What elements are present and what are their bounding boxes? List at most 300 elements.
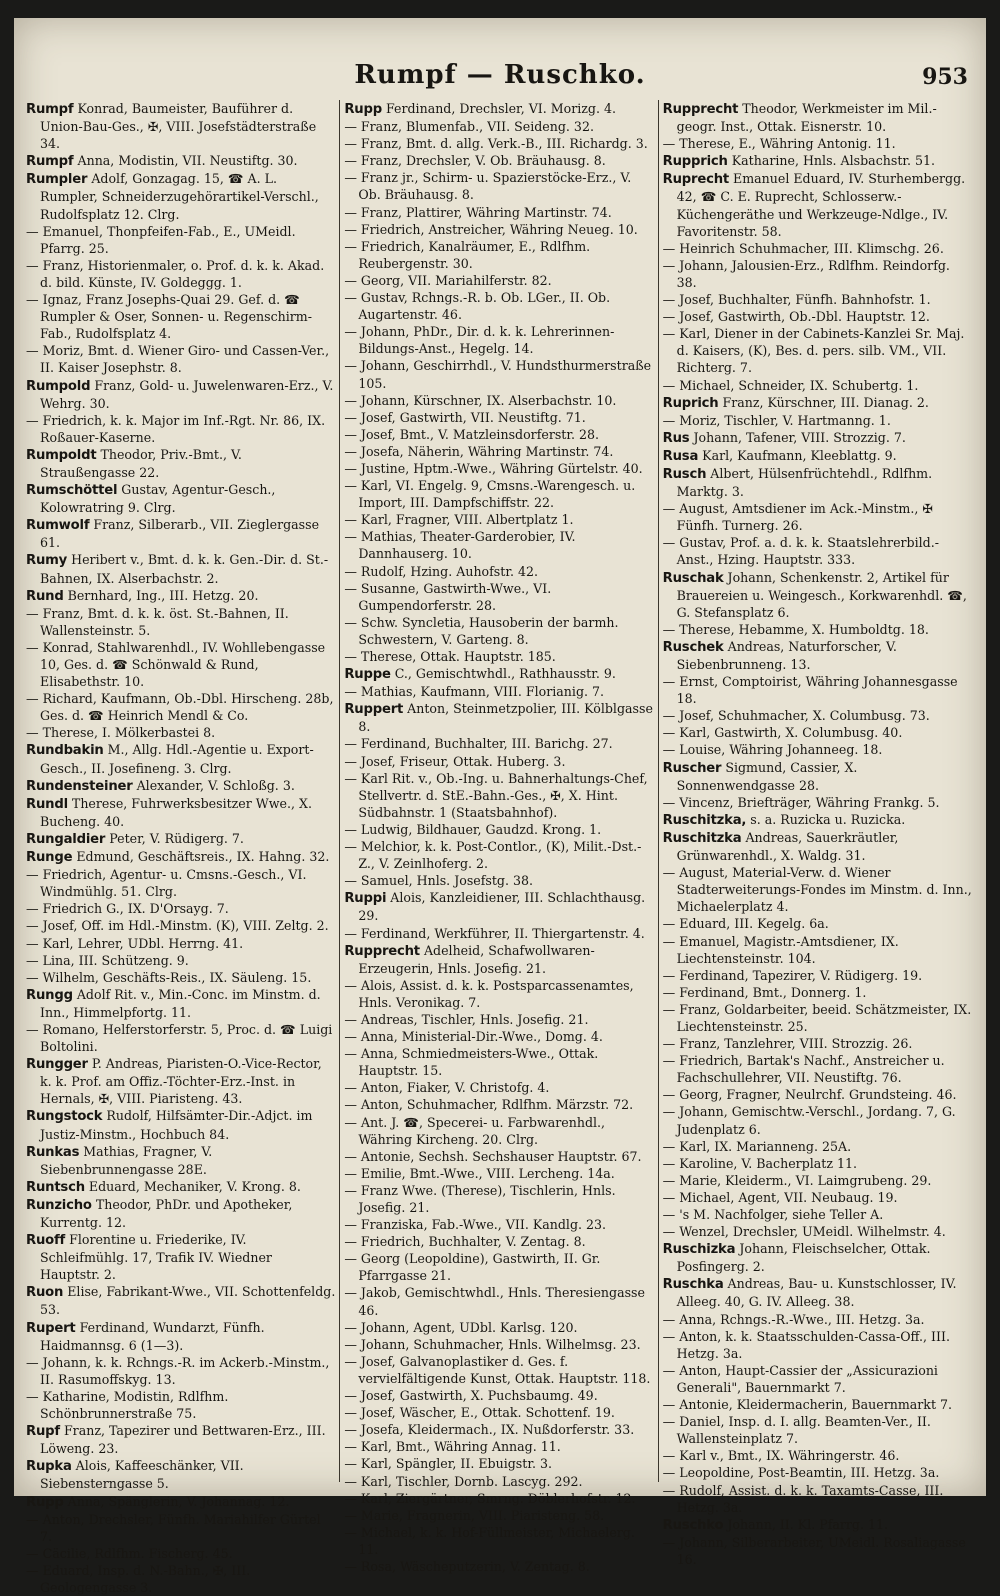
- entry-text: — Therese, Ottak. Hauptstr. 185.: [344, 649, 556, 664]
- directory-entry: [26, 848, 335, 866]
- directory-entry: [663, 1275, 972, 1310]
- entry-text: Therese, Fuhrwerksbesitzer Wwe., X. Bucheng. 40.: [40, 795, 312, 829]
- directory-entry: [663, 1172, 972, 1189]
- entry-surname: Rumpold: [26, 378, 91, 394]
- entry-text: — Ferdinand, Tapezirer, V. Rüdigerg. 19.: [662, 967, 923, 983]
- directory-entry: [663, 308, 972, 325]
- entry-text: Adolf, Gonzagag. 15, ☎ A. L. Rumpler, Schneiderzugehörartikel-Verschl., Rudolfsplatz 12. Clrg.: [40, 171, 319, 222]
- directory-entry: [26, 639, 335, 690]
- entry-text: Adelheid, Schafwollwaren-Erzeugerin, Hnls. Josefig. 21.: [358, 942, 595, 976]
- entry-text: — Therese, E., Währing Antonig. 11.: [662, 136, 896, 152]
- entry-text: — Friedrich, Kanalräumer, E., Rdlfhm. Reubergenstr. 30.: [344, 238, 591, 271]
- entry-surname: Ruoff: [26, 1233, 66, 1249]
- entry-text: — Justine, Hptm.-Wwe., Währing Gürtelstr. 40.: [344, 460, 643, 476]
- entry-surname: Runge: [26, 850, 73, 866]
- directory-entry: [663, 429, 972, 447]
- directory-entry: [26, 551, 335, 586]
- directory-entry: [344, 925, 653, 942]
- entry-text: Katharine, Hnls. Alsbachstr. 51.: [731, 153, 936, 169]
- entry-text: — Therese, I. Mölkerbastei 8.: [26, 725, 216, 741]
- directory-entry: [663, 325, 972, 376]
- entry-text: — Emanuel, Magistr.-Amtsdiener, IX. Liechtensteinstr. 104.: [662, 933, 899, 966]
- entry-text: — Ferdinand, Werkführer, II. Thiergartenstr. 4.: [344, 925, 645, 941]
- entry-surname: Ruschka: [662, 1277, 724, 1293]
- directory-entry: [663, 759, 972, 794]
- entry-text: Elise, Fabrikant-Wwe., VII. Schottenfeldg. 53.: [40, 1284, 336, 1318]
- entry-text: — Josef, Schuhmacher, X. Columbusg. 73.: [662, 708, 930, 724]
- directory-entry: [663, 707, 972, 724]
- entry-text: — Louise, Währing Johanneeg. 18.: [662, 742, 883, 758]
- entry-text: — Josef, Buchhalter, Fünfh. Bahnhofstr. 1.: [662, 292, 931, 308]
- entry-text: — Johann, Agent, UDbl. Karlsg. 120.: [344, 1319, 578, 1335]
- directory-entry: [663, 447, 972, 465]
- directory-entry: [344, 511, 653, 528]
- entry-text: Alois, Kaffeeschänker, VII. Siebensterngasse 5.: [40, 1458, 244, 1492]
- entry-text: — Marie, Fragnerin, VIII. Piaristeng. 58.: [344, 1507, 605, 1523]
- directory-entry: [344, 409, 653, 426]
- entry-text: — Georg, Fragner, Neulrchf. Grundsteing. 46.: [662, 1087, 957, 1103]
- entry-text: Andreas, Bau- u. Kunstschlosser, IV. Alleeg. 40, G. IV. Alleeg. 38.: [676, 1276, 957, 1310]
- entry-surname: Rupp: [344, 102, 382, 117]
- directory-entry: [26, 1107, 335, 1142]
- entry-text: — Richard, Kaufmann, Ob.-Dbl. Hirscheng. 28b, Ges. d. ☎ Heinrich Mendl & Co.: [26, 691, 334, 724]
- directory-entry: [344, 1490, 653, 1507]
- directory-entry: [344, 1216, 653, 1233]
- directory-entry: [26, 1196, 335, 1231]
- directory-entry: [663, 1052, 972, 1086]
- entry-text: Bernhard, Ing., III. Hetzg. 20.: [67, 587, 259, 603]
- page-header: [14, 58, 986, 98]
- entry-surname: Ruschak: [662, 570, 724, 586]
- entry-text: — Michael, Schneider, IX. Schubertg. 1.: [662, 377, 919, 393]
- directory-entry: [344, 1319, 653, 1336]
- directory-entry: [26, 257, 335, 291]
- directory-entry: [26, 1457, 335, 1492]
- entry-surname: Ruprecht: [662, 172, 729, 188]
- entry-text: — Cäcilie, Rdlfhm. Fischerg. 45.: [26, 1545, 233, 1561]
- entry-text: — Franz, Blumenfab., VII. Seideng. 32.: [344, 119, 594, 135]
- directory-entry: [663, 1464, 972, 1481]
- entry-text: — Jakob, Gemischtwhdl., Hnls. Theresiengasse 46.: [344, 1285, 645, 1318]
- entry-surname: Rupprecht: [662, 102, 739, 117]
- entry-text: — Josef, Friseur, Ottak. Huberg. 3.: [344, 753, 566, 769]
- entry-text: — Ferdinand, Buchhalter, III. Barichg. 27.: [344, 736, 613, 752]
- directory-entry: [26, 100, 335, 152]
- entry-text: — Johann, k. k. Rchngs.-R. im Ackerb.-Minstm., II. Rasumoffskyg. 13.: [26, 1354, 330, 1387]
- entry-text: — Mathias, Kaufmann, VIII. Florianig. 7.: [344, 684, 605, 700]
- entry-surname: Rupert: [26, 1320, 76, 1336]
- entry-text: — Antonie, Sechsh. Sechshauser Hauptstr. 67.: [344, 1148, 642, 1164]
- directory-entry: [26, 741, 335, 776]
- entry-text: — Franz, Drechsler, V. Ob. Bräuhausg. 8.: [344, 153, 606, 169]
- directory-entry: [344, 1353, 653, 1387]
- directory-entry: [344, 1011, 653, 1028]
- directory-entry: [344, 735, 653, 752]
- directory-entry: [26, 377, 335, 412]
- directory-entry: [663, 794, 972, 811]
- entry-text: Franz, Kürschner, III. Dianag. 2.: [722, 394, 929, 410]
- entry-text: — Andreas, Tischler, Hnls. Josefig. 21.: [344, 1011, 589, 1027]
- directory-entry: [26, 1388, 335, 1422]
- directory-entry: [26, 1422, 335, 1457]
- directory-entry: [26, 605, 335, 639]
- entry-surname: Rumschöttel: [26, 483, 118, 499]
- directory-entry: [26, 969, 335, 986]
- entry-text: — Friedrich, Agentur- u. Cmsns.-Gesch., VI. Windmühlg. 51. Clrg.: [26, 867, 307, 900]
- directory-entry: [26, 170, 335, 222]
- entry-text: — Karl Rit. v., Ob.-Ing. u. Bahnerhaltungs-Chef, Stellvertr. d. StE.-Bahn.-Ges., ✠, X. Hint. Südbahnstr. 1 (Staatsbahnhof).: [344, 770, 648, 820]
- directory-entry: [26, 587, 335, 605]
- directory-entry: [663, 257, 972, 291]
- entry-surname: Rungaldier: [26, 831, 106, 847]
- entry-text: — Josef, Gastwirth, VII. Neustiftg. 71.: [344, 409, 586, 425]
- directory-entry: [344, 1233, 653, 1250]
- directory-entry: [344, 1404, 653, 1421]
- entry-surname: Rumpf: [26, 102, 74, 117]
- entry-text: M., Allg. Hdl.-Agentie u. Export-Gesch., II. Josefineng. 3. Clrg.: [40, 742, 314, 776]
- entry-text: — Karl, Spängler, II. Ebuigstr. 3.: [344, 1456, 552, 1472]
- entry-text: Heribert v., Bmt. d. k. k. Gen.-Dir. d. St.-Bahnen, IX. Alserbachstr. 2.: [40, 552, 329, 586]
- entry-text: — Anna, Schmiedmeisters-Wwe., Ottak. Hauptstr. 15.: [344, 1046, 599, 1079]
- entry-text: Adolf Rit. v., Min.-Conc. im Minstm. d. Inn., Himmelpfortg. 11.: [40, 986, 321, 1020]
- column-1: [22, 100, 339, 1595]
- entry-text: — Josefa, Näherin, Währing Martinstr. 74.: [344, 443, 614, 459]
- directory-entry: [344, 665, 653, 683]
- directory-entry: [344, 477, 653, 511]
- directory-entry: [663, 1328, 972, 1362]
- directory-entry: [663, 1223, 972, 1240]
- entry-surname: Rund: [26, 588, 64, 604]
- entry-text: s. a. Ruzicka u. Ruzicka.: [750, 811, 906, 827]
- directory-entry: [26, 291, 335, 342]
- directory-entry: [344, 872, 653, 889]
- entry-text: Franz, Silberarb., VII. Zieglergasse 61.: [40, 517, 320, 551]
- directory-entry: [663, 1311, 972, 1328]
- entry-surname: Ruppi: [344, 891, 387, 907]
- entry-text: — Josef, Gastwirth, Ob.-Dbl. Hauptstr. 12.: [662, 309, 930, 325]
- directory-entry: [344, 700, 653, 735]
- entry-text: — Melchior, k. k. Post-Contlor., (K), Milit.-Dst.-Z., V. Zeinlhoferg. 2.: [344, 839, 642, 872]
- directory-entry: [26, 724, 335, 741]
- entry-text: — Georg, VII. Mariahilferstr. 82.: [344, 272, 552, 288]
- entry-text: — Gustav, Rchngs.-R. b. Ob. LGer., II. Ob. Augartenstr. 46.: [344, 290, 611, 323]
- page-title: Rumpf — Ruschko.: [354, 60, 646, 90]
- directory-entry: [344, 580, 653, 614]
- entry-surname: Ruppert: [344, 702, 404, 718]
- directory-entry: [344, 238, 653, 272]
- directory-entry: [344, 392, 653, 409]
- entry-text: — Wenzel, Drechsler, UMeidl. Wilhelmstr. 4.: [662, 1224, 946, 1240]
- directory-entry: [663, 465, 972, 500]
- entry-text: Gustav, Agentur-Gesch., Kolowratring 9. Clrg.: [40, 482, 276, 516]
- entry-text: — Karl, Gastwirth, X. Columbusg. 40.: [662, 725, 903, 741]
- directory-entry: [663, 915, 972, 932]
- directory-entry: [344, 838, 653, 872]
- directory-entry: [344, 1507, 653, 1524]
- directory-entry: [663, 291, 972, 308]
- directory-entry: [26, 1511, 335, 1545]
- directory-entry: [344, 1148, 653, 1165]
- entry-text: — Franz, Bmt. d. k. k. öst. St.-Bahnen, II. Wallensteinstr. 5.: [26, 605, 289, 638]
- directory-entry: [344, 648, 653, 665]
- entry-text: — Johann, Kürschner, IX. Alserbachstr. 10.: [344, 392, 617, 408]
- entry-text: C., Gemischtwhdl., Rathhausstr. 9.: [394, 666, 616, 682]
- directory-entry: [344, 169, 653, 203]
- directory-entry: [26, 223, 335, 257]
- directory-entry: [26, 412, 335, 446]
- directory-entry: [26, 152, 335, 170]
- entry-text: — Johann, Schuhmacher, Hnls. Wilhelmsg. 23.: [344, 1336, 641, 1352]
- entry-surname: Runzicho: [26, 1197, 92, 1213]
- directory-entry: [26, 342, 335, 376]
- entry-surname: Rupf: [26, 1424, 60, 1440]
- entry-surname: Ruon: [26, 1285, 64, 1301]
- entry-text: — Johann, Geschirrhdl., V. Hundsthurmerstraße 105.: [344, 358, 652, 391]
- directory-entry: [344, 272, 653, 289]
- entry-text: — Johann, Jalousien-Erz., Rdlfhm. Reindorfg. 38.: [662, 257, 950, 290]
- directory-entry: [26, 795, 335, 830]
- directory-entry: [663, 412, 972, 429]
- entry-surname: Rupprecht: [344, 943, 420, 959]
- entry-text: — Emanuel, Thonpfeifen-Fab., E., UMeidl. Pfarrg. 25.: [26, 223, 296, 256]
- entry-text: Edmund, Geschäftsreis., IX. Hahng. 32.: [76, 849, 330, 865]
- directory-entry: [26, 516, 335, 551]
- entry-text: — Karoline, V. Bacherplatz 11.: [662, 1155, 858, 1171]
- directory-entry: [26, 1562, 335, 1596]
- directory-entry: [344, 289, 653, 323]
- entry-text: — Karl, VI. Engelg. 9, Cmsns.-Warengesch. u. Import, III. Dampfschiffstr. 22.: [344, 478, 636, 511]
- entry-text: — Ferdinand, Bmt., Donnerg. 1.: [662, 984, 867, 1000]
- entry-text: Anton, Steinmetzpolier, III. Kölblgasse 8.: [358, 701, 653, 735]
- entry-text: — Marie, Kleiderm., VI. Laimgrubeng. 29.: [662, 1172, 932, 1188]
- directory-entry: [663, 724, 972, 741]
- entry-surname: Ruppe: [344, 667, 391, 683]
- entry-text: — Ant. J. ☎, Specerei- u. Farbwarenhdl., Währing Kircheng. 20. Clrg.: [344, 1114, 606, 1147]
- directory-entry: [663, 135, 972, 152]
- entry-text: — Anton, Drechsler, Fünfh. Mariahilfer Gürtel 7.: [26, 1511, 321, 1544]
- directory-entry: [344, 977, 653, 1011]
- entry-text: Johann, Tafener, VIII. Strozzig. 7.: [693, 429, 906, 445]
- directory-entry: [26, 866, 335, 900]
- entry-text: — Karl, Lehrer, UDbl. Herrng. 41.: [26, 935, 244, 951]
- entry-text: — Eduard, Insp. d. N.-Bahn., ✠, III. Geologengasse 3.: [26, 1562, 251, 1595]
- directory-entry: [663, 534, 972, 568]
- directory-entry: [344, 135, 653, 152]
- entry-text: — Lina, III. Schützeng. 9.: [26, 952, 189, 968]
- entry-text: — 's M. Nachfolger, siehe Teller A.: [662, 1207, 884, 1222]
- directory-entry: [344, 1045, 653, 1079]
- entry-text: — Emilie, Bmt.-Wwe., VIII. Lercheng. 14a.: [344, 1165, 615, 1181]
- entry-text: — Karl, Tischler, Dornb. Lascyg. 292.: [344, 1473, 583, 1489]
- directory-entry: [26, 1055, 335, 1107]
- entry-text: — Friedrich, k. k. Major im Inf.-Rgt. Nr. 86, IX. Roßauer-Kaserne.: [26, 412, 326, 445]
- entry-text: — Johann, PhDr., Dir. d. k. k. Lehrerinnen-Bildungs-Anst., Hegelg. 14.: [344, 324, 615, 357]
- directory-entry: [663, 1362, 972, 1396]
- entry-text: P. Andreas, Piaristen-O.-Vice-Rector, k. k. Prof. am Offiz.-Töchter-Erz.-Inst. in Hernals, ✠, VIII. Piaristeng. 43.: [40, 1056, 322, 1107]
- entry-text: Ferdinand, Wundarzt, Fünfh. Haidmannsg. 6 (1—3).: [40, 1319, 265, 1353]
- entry-text: — Gustav, Prof. a. d. k. k. Staatslehrerbild.-Anst., Hzing. Hauptstr. 333.: [662, 535, 939, 568]
- entry-text: — Rudolf, Hzing. Auhofstr. 42.: [344, 563, 538, 579]
- directory-entry: [344, 1096, 653, 1113]
- entry-text: Rudolf, Hilfsämter-Dir.-Adjct. im Justiz-Minstm., Hochbuch 84.: [40, 1108, 313, 1142]
- entry-text: — Johann, Gemischtw.-Verschl., Jordang. 7, G. Judenplatz 6.: [662, 1104, 956, 1137]
- directory-entry: [26, 917, 335, 934]
- entry-text: Andreas, Naturforscher, V. Siebenbrunneng. 13.: [676, 638, 897, 672]
- entry-text: Andreas, Sauerkräutler, Grünwarenhdl., X. Waldg. 31.: [676, 829, 899, 864]
- directory-entry: [663, 638, 972, 673]
- entry-surname: Rusa: [662, 448, 699, 464]
- directory-entry: [344, 770, 653, 821]
- directory-entry: [344, 1079, 653, 1096]
- directory-entry: [344, 443, 653, 460]
- directory-entry: [344, 1114, 653, 1148]
- directory-entry: [663, 170, 972, 239]
- directory-entry: [663, 1086, 972, 1103]
- entry-text: — Franziska, Fab.-Wwe., VII. Kandlg. 23.: [344, 1217, 607, 1233]
- directory-entry: [663, 1413, 972, 1447]
- entry-text: — Samuel, Hnls. Josefstg. 38.: [344, 873, 534, 889]
- entry-text: — Josefa, Kleidermach., IX. Nußdorferstr. 33.: [344, 1422, 635, 1438]
- directory-entry: [663, 1189, 972, 1206]
- column-2: [339, 100, 657, 1574]
- entry-text: — Leopoldine, Post-Beamtin, III. Hetzg. 3a.: [662, 1465, 940, 1481]
- directory-entry: [344, 1165, 653, 1182]
- directory-entry: [26, 481, 335, 516]
- entry-text: — Karl v., Bmt., IX. Währingerstr. 46.: [662, 1448, 900, 1464]
- directory-entry: [663, 1447, 972, 1464]
- directory-entry: [344, 100, 653, 118]
- entry-text: — Heinrich Schuhmacher, III. Klimschg. 26.: [662, 240, 944, 256]
- entry-text: — Franz, Plattirer, Währing Martinstr. 74.: [344, 204, 612, 220]
- entry-text: Anna, Spänglerin, V. Johannag. 12.: [67, 1493, 290, 1509]
- directory-entry: [344, 1455, 653, 1472]
- entry-text: — Moriz, Bmt. d. Wiener Giro- und Cassen-Ver., II. Kaiser Josephstr. 8.: [26, 343, 330, 376]
- directory-entry: [663, 1240, 972, 1275]
- entry-text: — Rudolf, Assist. d. k. k. Taxamts-Casse, III. Hetzg. 3a.: [662, 1482, 944, 1515]
- directory-page: [14, 18, 986, 1595]
- entry-text: — Michael, Agent, VII. Neubaug. 19.: [662, 1189, 898, 1205]
- entry-text: — Romano, Helferstorferstr. 5, Proc. d. ☎ Luigi Boltolini.: [26, 1021, 333, 1055]
- entry-text: — Josef, Gastwirth, X. Puchsbaumg. 49.: [344, 1388, 598, 1404]
- entry-text: — Karl, Diener in der Cabinets-Kanzlei Sr. Maj. d. Kaisers, (K), Bes. d. pers. silb. VM., VII. Richterg. 7.: [662, 326, 965, 376]
- entry-text: Peter, V. Rüdigerg. 7.: [109, 830, 244, 846]
- directory-entry: [663, 967, 972, 984]
- entry-text: — Friedrich, Buchhalter, V. Zentag. 8.: [344, 1234, 586, 1250]
- entry-text: Florentine u. Friederike, IV. Schleifmühlg. 17, Trafik IV. Wiedner Hauptstr. 2.: [40, 1232, 272, 1283]
- entry-text: — Konrad, Stahlwarenhdl., IV. Wohllebengasse 10, Ges. d. ☎ Schönwald & Rund, Elisabethstr. 10.: [26, 639, 326, 690]
- directory-entry: [344, 683, 653, 700]
- entry-text: — Karl, Fragner, VIII. Albertplatz 1.: [344, 512, 574, 528]
- directory-entry: [26, 446, 335, 481]
- entry-text: Alexander, V. Schloßg. 3.: [136, 777, 295, 793]
- entry-text: — Josef, Galvanoplastiker d. Ges. f. vervielfältigende Kunst, Ottak. Hauptstr. 118.: [344, 1353, 651, 1386]
- directory-entry: [663, 1534, 972, 1568]
- directory-entry: [26, 1319, 335, 1354]
- entry-surname: Rusch: [662, 466, 707, 482]
- entry-text: — Franz Wwe. (Therese), Tischlerin, Hnls. Josefig. 21.: [344, 1182, 616, 1215]
- directory-entry: [663, 1206, 972, 1223]
- directory-entry: [26, 935, 335, 952]
- entry-text: Sigmund, Cassier, X. Sonnenwendgasse 28.: [676, 759, 858, 793]
- entry-surname: Ruschko: [662, 1517, 724, 1533]
- directory-entry: [663, 829, 972, 864]
- entry-text: — Susanne, Gastwirth-Wwe., VI. Gumpendorferstr. 28.: [344, 580, 552, 613]
- directory-entry: [663, 240, 972, 257]
- entry-text: — Therese, Hebamme, X. Humboldtg. 18.: [662, 621, 929, 637]
- entry-text: — Anton, Fiaker, V. Christofg. 4.: [344, 1080, 550, 1096]
- directory-entry: [344, 1284, 653, 1318]
- directory-entry: [663, 1482, 972, 1516]
- entry-text: Albert, Hülsenfrüchtehdl., Rdlfhm. Marktg. 3.: [676, 465, 933, 500]
- directory-entry: [344, 1182, 653, 1216]
- directory-entry: [26, 777, 335, 795]
- directory-entry: [26, 1231, 335, 1283]
- directory-entry: [344, 821, 653, 838]
- directory-entry: [344, 1558, 653, 1575]
- entry-text: — Michael, k. k. Hof-Füllmeister, Michaelerg. 11.: [344, 1524, 635, 1557]
- directory-entry: [26, 1021, 335, 1055]
- entry-text: — Ernst, Comptoirist, Währing Johannesgasse 18.: [662, 674, 958, 707]
- directory-entry: [663, 377, 972, 394]
- entry-text: — Wilhelm, Geschäfts-Reis., IX. Säuleng. 15.: [26, 969, 312, 985]
- entry-text: — Vincenz, Briefträger, Währing Frankg. 5.: [662, 794, 940, 810]
- entry-surname: Ruprich: [662, 395, 719, 411]
- entry-text: — Franz, Bmt. d. allg. Verk.-B., III. Richardg. 3.: [344, 136, 648, 152]
- entry-text: — Karl, IX. Marianneng. 25A.: [662, 1138, 852, 1154]
- directory-entry: [663, 152, 972, 170]
- directory-entry: [344, 942, 653, 977]
- directory-entry: [344, 889, 653, 924]
- entry-text: — Anton, k. k. Staatsschulden-Cassa-Off., III. Hetzg. 3a.: [662, 1328, 950, 1361]
- entry-surname: Rungstock: [26, 1109, 103, 1125]
- directory-entry: [26, 1283, 335, 1318]
- entry-text: — Daniel, Insp. d. I. allg. Beamten-Ver., II. Wallensteinplatz 7.: [662, 1414, 931, 1447]
- entry-text: — August, Amtsdiener im Ack.-Minstm., ✠ Fünfh. Turnerg. 26.: [662, 501, 933, 534]
- entry-surname: Ruschek: [662, 639, 724, 655]
- entry-surname: Rupp: [26, 1494, 64, 1510]
- columns: [22, 100, 976, 1595]
- directory-entry: [663, 394, 972, 412]
- directory-entry: [663, 100, 972, 135]
- entry-text: — Rosa, Wäscheputzerin, V. Zentag. 8.: [344, 1558, 590, 1574]
- entry-text: — Eduard, III. Kegelg. 6a.: [662, 916, 829, 932]
- directory-entry: [26, 1493, 335, 1511]
- entry-text: Franz, Tapezirer und Bettwaren-Erz., III. Löweng. 23.: [40, 1423, 326, 1457]
- directory-entry: [663, 1103, 972, 1137]
- directory-entry: [26, 1178, 335, 1196]
- entry-text: Eduard, Mechaniker, V. Krong. 8.: [88, 1178, 301, 1194]
- directory-entry: [663, 864, 972, 915]
- entry-surname: Rundbakin: [26, 743, 104, 759]
- entry-text: — Anna, Ministerial-Dir.-Wwe., Domg. 4.: [344, 1029, 603, 1045]
- entry-text: Alois, Kanzleidiener, III. Schlachthausg. 29.: [358, 890, 646, 924]
- entry-text: Ferdinand, Drechsler, VI. Morizg. 4.: [385, 101, 617, 116]
- directory-entry: [663, 673, 972, 707]
- directory-entry: [26, 1354, 335, 1388]
- entry-surname: Ruschitzka,: [662, 812, 747, 828]
- entry-surname: Ruscher: [662, 760, 722, 776]
- entry-surname: Rupka: [26, 1459, 72, 1475]
- directory-entry: [344, 614, 653, 648]
- entry-surname: Rungg: [26, 987, 73, 1003]
- directory-entry: [663, 569, 972, 621]
- column-3: [658, 100, 976, 1567]
- entry-text: — Josef, Off. im Hdl.-Minstm. (K), VIII. Zeltg. 2.: [26, 918, 329, 934]
- directory-entry: [344, 1336, 653, 1353]
- entry-text: — Franz, Historienmaler, o. Prof. d. k. k. Akad. d. bild. Künste, IV. Goldeggg. 1.: [26, 257, 325, 290]
- entry-text: Mathias, Fragner, V. Siebenbrunnengasse 28E.: [40, 1143, 213, 1177]
- directory-entry: [344, 1387, 653, 1404]
